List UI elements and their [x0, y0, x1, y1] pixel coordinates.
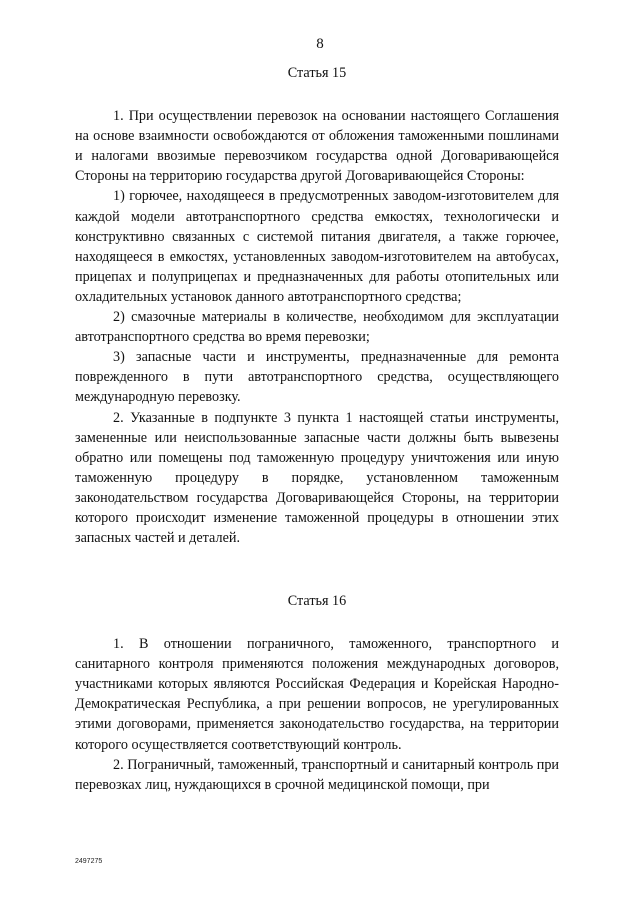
article-15: [75, 63, 559, 548]
article-15-item-2: 2) смазочные материалы в количестве, необходимом для эксплуатации автотранспортного средства во время перевозки;: [75, 309, 559, 346]
article-16-heading: Статья 16: [287, 593, 347, 609]
article-15-paragraph-2: 2. Указанные в подпункте 3 пункта 1 настоящей статьи инструменты, замененные или неиспользованные запасные части должны быть вывезены обратно или помещены под таможенную процедуру уничтожения или иную таможенную процедуру в порядке, установленном таможенным законодательством государства Договаривающейся Стороны, на территории которого происходит изменение таможенной процедуры в отношении этих запасных частей и деталей.: [75, 409, 559, 547]
article-15-paragraph-1: 1. При осуществлении перевозок на основании настоящего Соглашения на основе взаимности освобождаются от обложения таможенными пошлинами и налогами ввозимые перевозчиком государства одной Договаривающейся Стороны на территорию государства другой Договаривающейся Стороны:: [75, 108, 559, 185]
article-16-paragraph-1: 1. В отношении пограничного, таможенного, транспортного и санитарного контроля применяются положения международных договоров, участниками которых являются Российская Федерация и Корейская Народно-Демократическая Республика, а при решении вопросов, не урегулированных этими договорами, применяется законодательство государства, на территории которого осуществляется соответствующий контроль.: [75, 636, 559, 753]
article-16: [75, 591, 559, 795]
article-15-item-1: 1) горючее, находящееся в предусмотренных заводом-изготовителем для каждой модели автотранспортного средства емкостях, технологически и конструктивно связанных с системой питания двигателя, а также горючее, находящееся в емкостях, установленных заводом-изготовителем на автобусах, прицепах и полуприцепах и предназначенных для работы отопительных или охладительных установок данного автотранспортного средства;: [75, 188, 559, 305]
article-15-heading: Статья 15: [287, 65, 347, 81]
article-16-paragraph-2: 2. Пограничный, таможенный, транспортный и санитарный контроль при перевозках лиц, нуждающихся в срочной медицинской помощи, при: [75, 756, 560, 793]
page-number: 8: [316, 36, 324, 52]
article-15-item-3: 3) запасные части и инструменты, предназначенные для ремонта поврежденного в пути автотранспортного средства, осуществляющего международную перевозку.: [75, 349, 559, 406]
document-code: 2497275: [75, 858, 103, 865]
